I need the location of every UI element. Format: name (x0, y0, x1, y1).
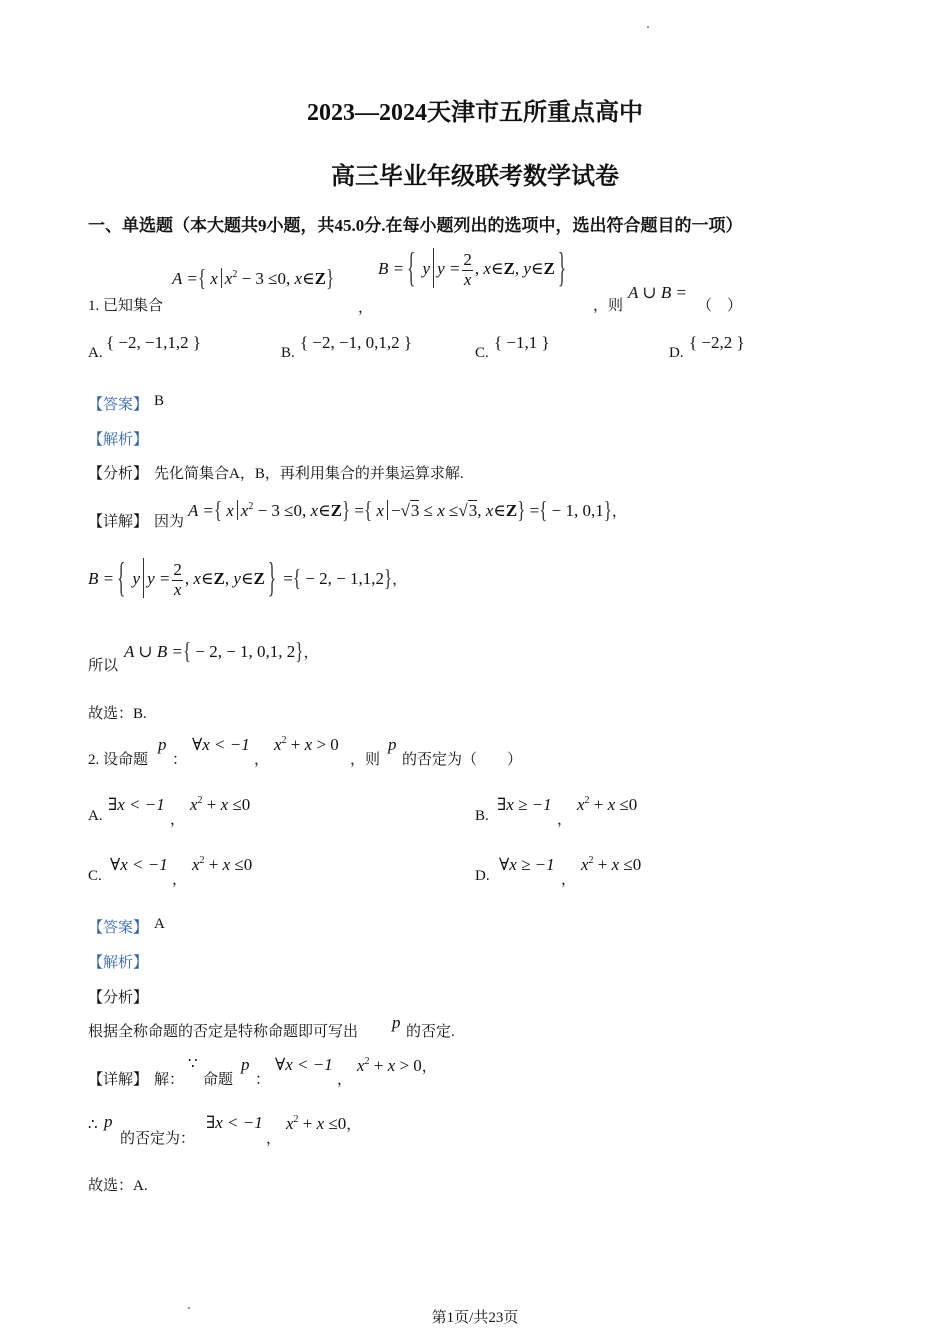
q2-option-d-quant[interactable]: ∀x ≥ −1 (499, 855, 555, 874)
q1-suoyi: 所以 (88, 658, 119, 674)
q2-option-d-ineq[interactable]: $x^2 + x \le 0$ (581, 855, 642, 874)
q2-colon: ： (172, 752, 188, 768)
q2-sep-comma: ， (254, 752, 270, 768)
q2-option-a-quant[interactable]: ∃x < −1 (108, 795, 165, 814)
q2-neg-quant: ∃x < −1 (206, 1113, 263, 1132)
q1-detail-union: A ∪ B ={ − 2, − 1, 0,1, 2}， (124, 638, 319, 665)
q1-option-c-value[interactable]: { −1,1 } (494, 333, 550, 352)
q2-detail-p: p (241, 1055, 250, 1074)
q1-fenxi-tag: 【分析】 (88, 466, 149, 482)
q1-analysis-tag: 【解析】 (88, 432, 149, 448)
q1-union-expr: A ∪ B = (628, 283, 687, 302)
q2-fouding: 的否定为： (120, 1131, 196, 1147)
q1-option-d-value[interactable]: { −2,2 } (689, 333, 745, 352)
q2-analysis-tag: 【解析】 (88, 955, 149, 971)
q2-option-c-quant[interactable]: ∀x < −1 (110, 855, 168, 874)
q2-neg-comma: ， (266, 1131, 282, 1147)
q2-ineq: $x^2 + x > 0$ (274, 735, 339, 754)
q2-conclusion: 故选：A. (88, 1178, 148, 1194)
q2-then: ，则 (350, 752, 381, 768)
q1-stem-prefix: 1. 已知集合 (88, 298, 164, 314)
q2-detail-ineq: $x^2 + x > 0$， (357, 1056, 437, 1075)
q2-detail-tag: 【详解】 (88, 1072, 149, 1088)
q2-option-b-ineq[interactable]: $x^2 + x \le 0$ (577, 795, 638, 814)
q2-option-a-comma: ， (170, 812, 186, 828)
q2-stem-suffix: 的否定为（ ） (402, 752, 523, 768)
q2-therefore-p: p (104, 1112, 113, 1131)
q2-fenxi-text-suffix: 的否定. (406, 1024, 455, 1040)
q2-neg-ineq: $x^2 + x \le 0$， (286, 1114, 362, 1133)
q2-option-a-ineq[interactable]: $x^2 + x \le 0$ (190, 795, 251, 814)
q1-option-c-label[interactable]: C. (475, 345, 489, 361)
q1-option-a-value[interactable]: { −2, −1,1,2 } (106, 333, 201, 352)
q2-option-a-label[interactable]: A. (88, 808, 103, 824)
q2-option-d-comma: ， (561, 872, 577, 888)
q2-fenxi-p: p (392, 1013, 401, 1032)
q2-detail-jie: 解： (154, 1072, 185, 1088)
exam-title-line2: 高三毕业年级联考数学试卷 (331, 164, 619, 190)
q2-option-b-comma: ， (557, 812, 573, 828)
q2-option-b-label[interactable]: B. (475, 808, 489, 824)
q1-option-b-label[interactable]: B. (281, 345, 295, 361)
scan-speck (647, 26, 649, 28)
q1-comma: ， (358, 300, 374, 316)
q2-p: p (158, 735, 167, 754)
q1-then: ，则 (593, 298, 624, 314)
q2-because-symbol: ∵ (188, 1056, 198, 1072)
q1-fenxi-text: 先化简集合A，B，再利用集合的并集运算求解. (154, 466, 464, 482)
q2-option-c-comma: ， (172, 872, 188, 888)
q2-detail-colon: ： (255, 1072, 271, 1088)
q2-option-d-label[interactable]: D. (475, 868, 490, 884)
q2-forall: ∀x < −1 (192, 735, 250, 754)
q2-fenxi-tag: 【分析】 (88, 990, 149, 1006)
q1-option-b-value[interactable]: { −2, −1, 0,1,2 } (300, 333, 412, 352)
q1-detail-tag: 【详解】 (88, 514, 149, 530)
q2-answer-tag: 【答案】 (88, 920, 149, 936)
q1-option-d-label[interactable]: D. (669, 345, 684, 361)
q2-detail-comma: ， (337, 1072, 353, 1088)
q2-therefore-symbol: ∴ (88, 1117, 98, 1133)
q2-option-c-ineq[interactable]: $x^2 + x \le 0$ (192, 855, 253, 874)
q1-paren: （ ） (697, 298, 743, 314)
section-heading: 一、单选题（本大题共9小题，共45.0分.在每小题列出的选项中，选出符合题目的一项） (88, 216, 743, 235)
q2-mingti: 命题 (203, 1072, 234, 1088)
page-footer: 第1页/共23页 (431, 1310, 519, 1326)
q2-stem-prefix: 2. 设命题 (88, 752, 149, 768)
q2-option-b-quant[interactable]: ∃x ≥ −1 (497, 795, 552, 814)
q1-conclusion: 故选：B. (88, 706, 147, 722)
q1-set-b: B = { y y = $\frac{2}{x}$ , x∈Z, y∈Z } (378, 245, 566, 291)
q2-option-c-label[interactable]: C. (88, 868, 102, 884)
q1-detail-prefix: 因为 (154, 514, 185, 530)
q1-answer-tag: 【答案】 (88, 397, 149, 413)
q2-p2: p (388, 735, 397, 754)
q2-fenxi-text-prefix: 根据全称命题的否定是特称命题即可写出 (88, 1024, 359, 1040)
q1-set-a: A ={ x $x^2 - 3 \le 0$, x∈Z} (172, 265, 335, 292)
q1-answer: B (154, 393, 165, 409)
q2-answer: A (154, 916, 165, 932)
exam-title-line1: 2023—2024天津市五所重点高中 (307, 100, 643, 126)
q1-detail-set-b: B = { y y = $\frac{2}{x}$ , x∈Z, y∈Z } ={ − 2, − 1,1,2}， (88, 555, 408, 601)
q1-detail-set-a: A ={ x $x^2 - 3 \le 0$, x∈Z} ={ x −√3 ≤ x ≤√3, x∈Z} ={ − 1, 0,1}， (188, 497, 627, 524)
q2-detail-forall: ∀x < −1 (275, 1055, 333, 1074)
q1-option-a-label[interactable]: A. (88, 345, 103, 361)
